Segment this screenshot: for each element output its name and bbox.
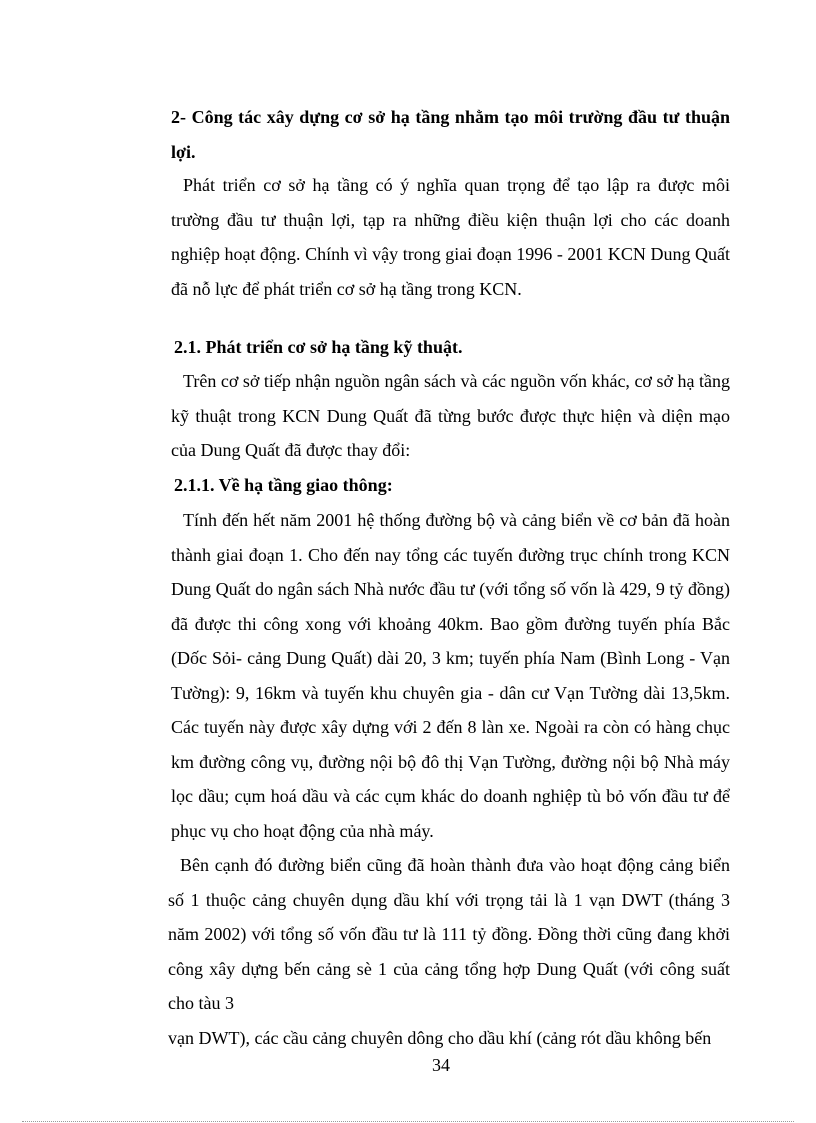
page-bottom-divider <box>22 1121 794 1122</box>
roads-paragraph: Tính đến hết năm 2001 hệ thống đường bộ và cảng biển về cơ bản đã hoàn thành giai đoạn 1. Cho đến nay tổng các tuyến đường trục chính trong KCN Dung Quất do ngân sách Nhà nước đầu tư (với tổng số vốn là 429, 9 tỷ đồng) đã được thi công xong với khoảng 40km. Bao gồm đường tuyến phía Bắc (Dốc Sỏi- cảng Dung Quất) dài 20, 3 km; tuyến phía Nam (Bình Long - Vạn Tường): 9, 16km và tuyến khu chuyên gia - dân cư Vạn Tường dài 13,5km. Các tuyến này được xây dựng với 2 đến 8 làn xe. Ngoài ra còn có hàng chục km đường công vụ, đường nội bộ đô thị Vạn Tường, đường nội bộ Nhà máy lọc dầu; cụm hoá dầu và các cụm khác do doanh nghiệp tù bỏ vốn đầu tư để phục vụ cho hoạt động của nhà máy. <box>171 510 730 841</box>
subsection-heading: 2.1. Phát triển cơ sở hạ tầng kỹ thuật. <box>174 337 463 357</box>
page-number: 34 <box>432 1055 450 1075</box>
subsection-paragraph: Trên cơ sở tiếp nhận nguồn ngân sách và các nguồn vốn khác, cơ sở hạ tầng kỹ thuật trong KCN Dung Quất đã từng bước được thực hiện và diện mạo của Dung Quất đã được thay đổi: <box>171 371 730 460</box>
sea-paragraph-container <box>168 848 730 1055</box>
sea-paragraph: Bên cạnh đó đường biển cũng đã hoàn thành đưa vào hoạt động cảng biển số 1 thuộc cảng chuyên dụng dầu khí với trọng tải là 1 vạn DWT (tháng 3 năm 2002) với tổng số vốn đầu tư là 111 tỷ đồng. Đồng thời cũng đang khởi công xây dựng bến cảng sè 1 của cảng tổng hợp Dung Quất (với công suất cho tàu 3 <box>168 855 730 1013</box>
sea-paragraph-last-line: vạn DWT), các cầu cảng chuyên dông cho dầu khí (cảng rót dầu không bến <box>168 1027 712 1048</box>
section-heading: 2- Công tác xây dựng cơ sở hạ tầng nhằm tạo môi trường đầu tư thuận lợi. <box>171 107 730 162</box>
subsubsection-heading: 2.1.1. Về hạ tầng giao thông: <box>174 475 393 495</box>
intro-paragraph: Phát triển cơ sở hạ tầng có ý nghĩa quan trọng để tạo lập ra được môi trường đầu tư thuận lợi, tạp ra những điều kiện thuận lợi cho các doanh nghiệp hoạt động. Chính vì vậy trong giai đoạn 1996 - 2001 KCN Dung Quất đã nỗ lực để phát triển cơ sở hạ tầng trong KCN. <box>171 175 730 299</box>
